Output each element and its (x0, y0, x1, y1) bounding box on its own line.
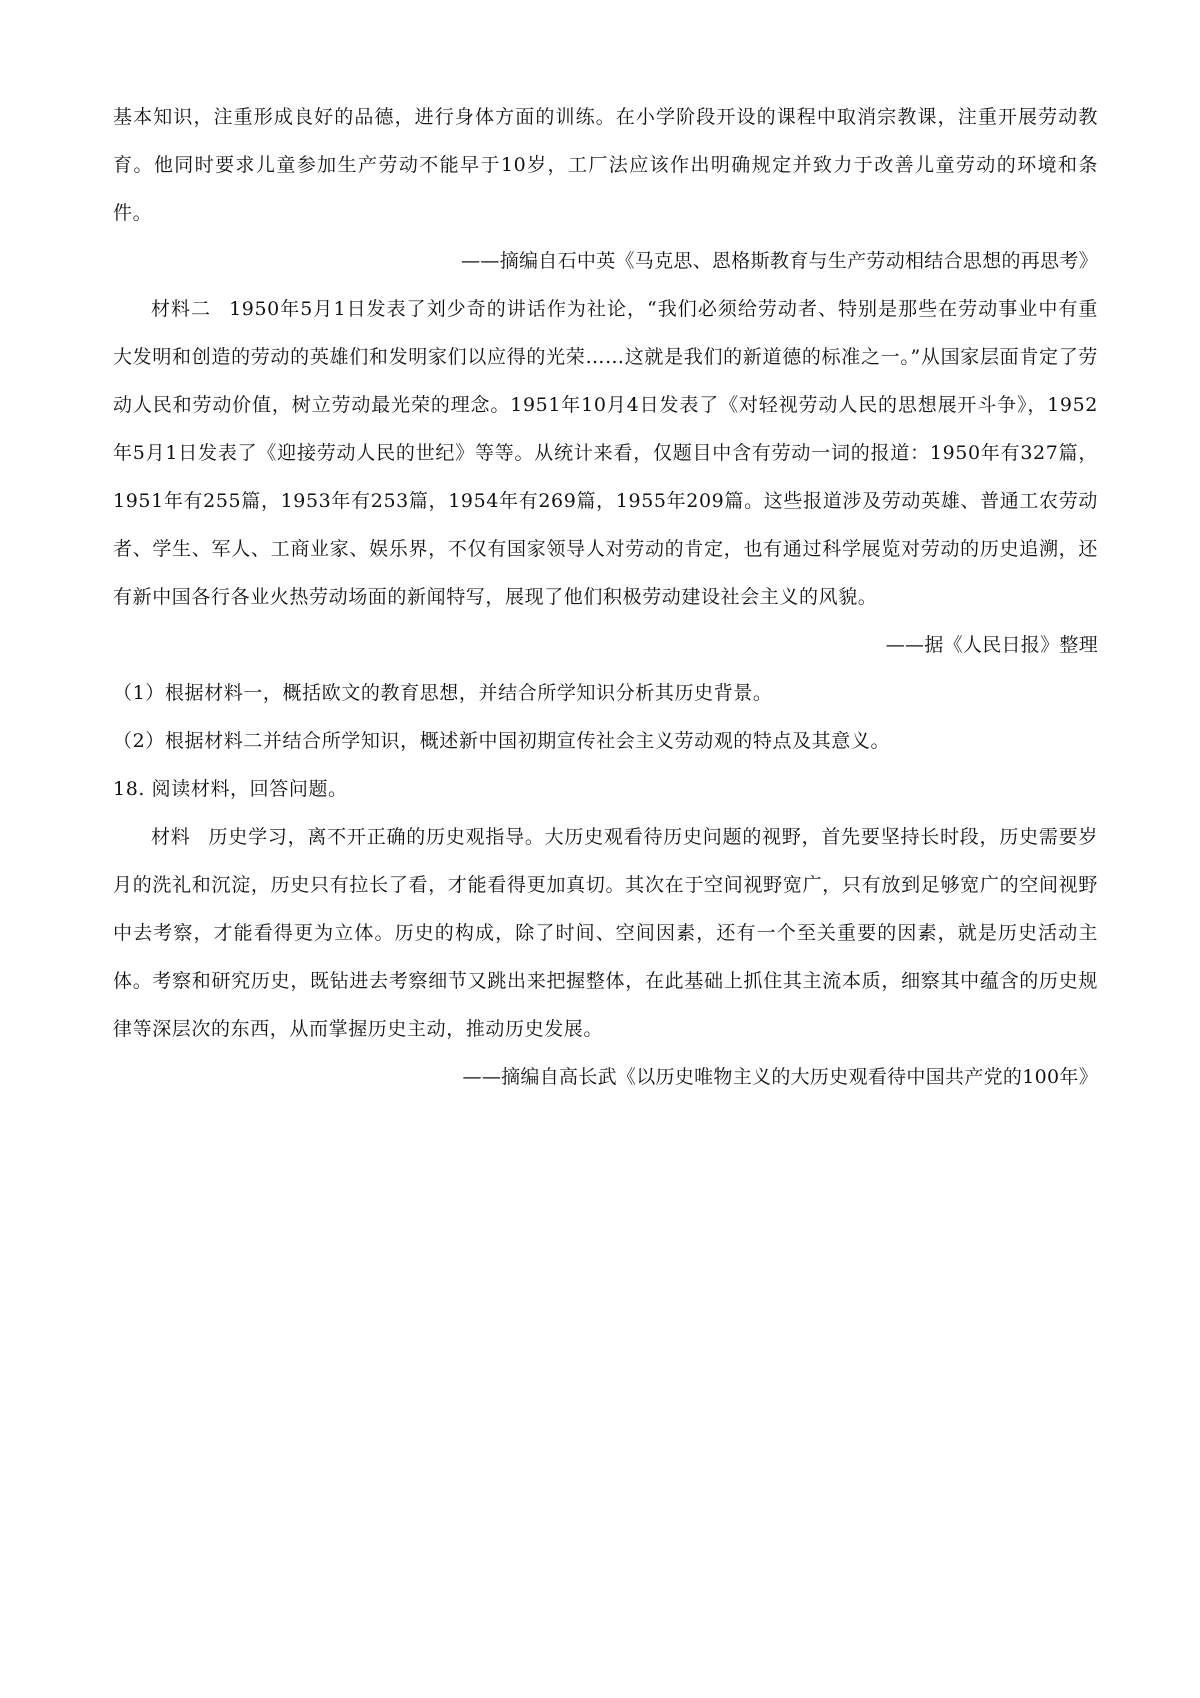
material-2-label: 材料二 (151, 298, 212, 320)
material-2-citation: ——据《人民日报》整理 (885, 634, 1098, 656)
question-18-material-paragraph (113, 813, 1098, 1053)
question-17-2: （2）根据材料二并结合所学知识，概述新中国初期宣传社会主义劳动观的特点及其意义。 (113, 730, 891, 752)
material-1-citation: ——摘编自石中英《马克思、恩格斯教育与生产劳动相结合思想的再思考》 (461, 250, 1098, 272)
question-18-material-label: 材料 (151, 826, 191, 848)
material-2-text: 1950年5月1日发表了刘少奇的讲话作为社论，“我们必须给劳动者、特别是那些在劳动事业中有重大发明和创造的劳动的英雄们和发明家们以应得的光荣……这就是我们的新道德的标准之一。”从国家层面肯定了劳动人民和劳动价值，树立劳动最光荣的理念。1951年10月4日发表了《对轻视劳动人民的思想展开斗争》，1952年5月1日发表了《迎接劳动人民的世纪》等等。从统计来看，仅题目中含有劳动一词的报道：1950年有327篇，1951年有255篇，1953年有253篇，1954年有269篇，1955年209篇。这些报道涉及劳动英雄、普通工农劳动者、学生、军人、工商业家、娱乐界，不仅有国家领导人对劳动的肯定，也有通过科学展览对劳动的历史追溯，还有新中国各行各业火热劳动场面的新闻特写，展现了他们积极劳动建设社会主义的风貌。 (113, 298, 1098, 608)
question-17-1: （1）根据材料一，概括欧文的教育思想，并结合所学知识分析其历史背景。 (113, 682, 773, 704)
document-content (113, 93, 1098, 1101)
question-18-citation: ——摘编自高长武《以历史唯物主义的大历史观看待中国共产党的100年》 (462, 1066, 1098, 1088)
material-2-paragraph (113, 285, 1098, 621)
question-18-stem: 18. 阅读材料，回答问题。 (113, 778, 348, 800)
material-1-continuation: 基本知识，注重形成良好的品德，进行身体方面的训练。在小学阶段开设的课程中取消宗教课，注重开展劳动教育。他同时要求儿童参加生产劳动不能早于10岁，工厂法应该作出明确规定并致力于改善儿童劳动的环境和条件。 (113, 106, 1098, 224)
question-18-material-text: 历史学习，离不开正确的历史观指导。大历史观看待历史问题的视野，首先要坚持长时段，历史需要岁月的洗礼和沉淀，历史只有拉长了看，才能看得更加真切。其次在于空间视野宽广，只有放到足够宽广的空间视野中去考察，才能看得更为立体。历史的构成，除了时间、空间因素，还有一个至关重要的因素，就是历史活动主体。考察和研究历史，既钻进去考察细节又跳出来把握整体，在此基础上抓住其主流本质，细察其中蕴含的历史规律等深层次的东西，从而掌握历史主动，推动历史发展。 (113, 826, 1098, 1040)
